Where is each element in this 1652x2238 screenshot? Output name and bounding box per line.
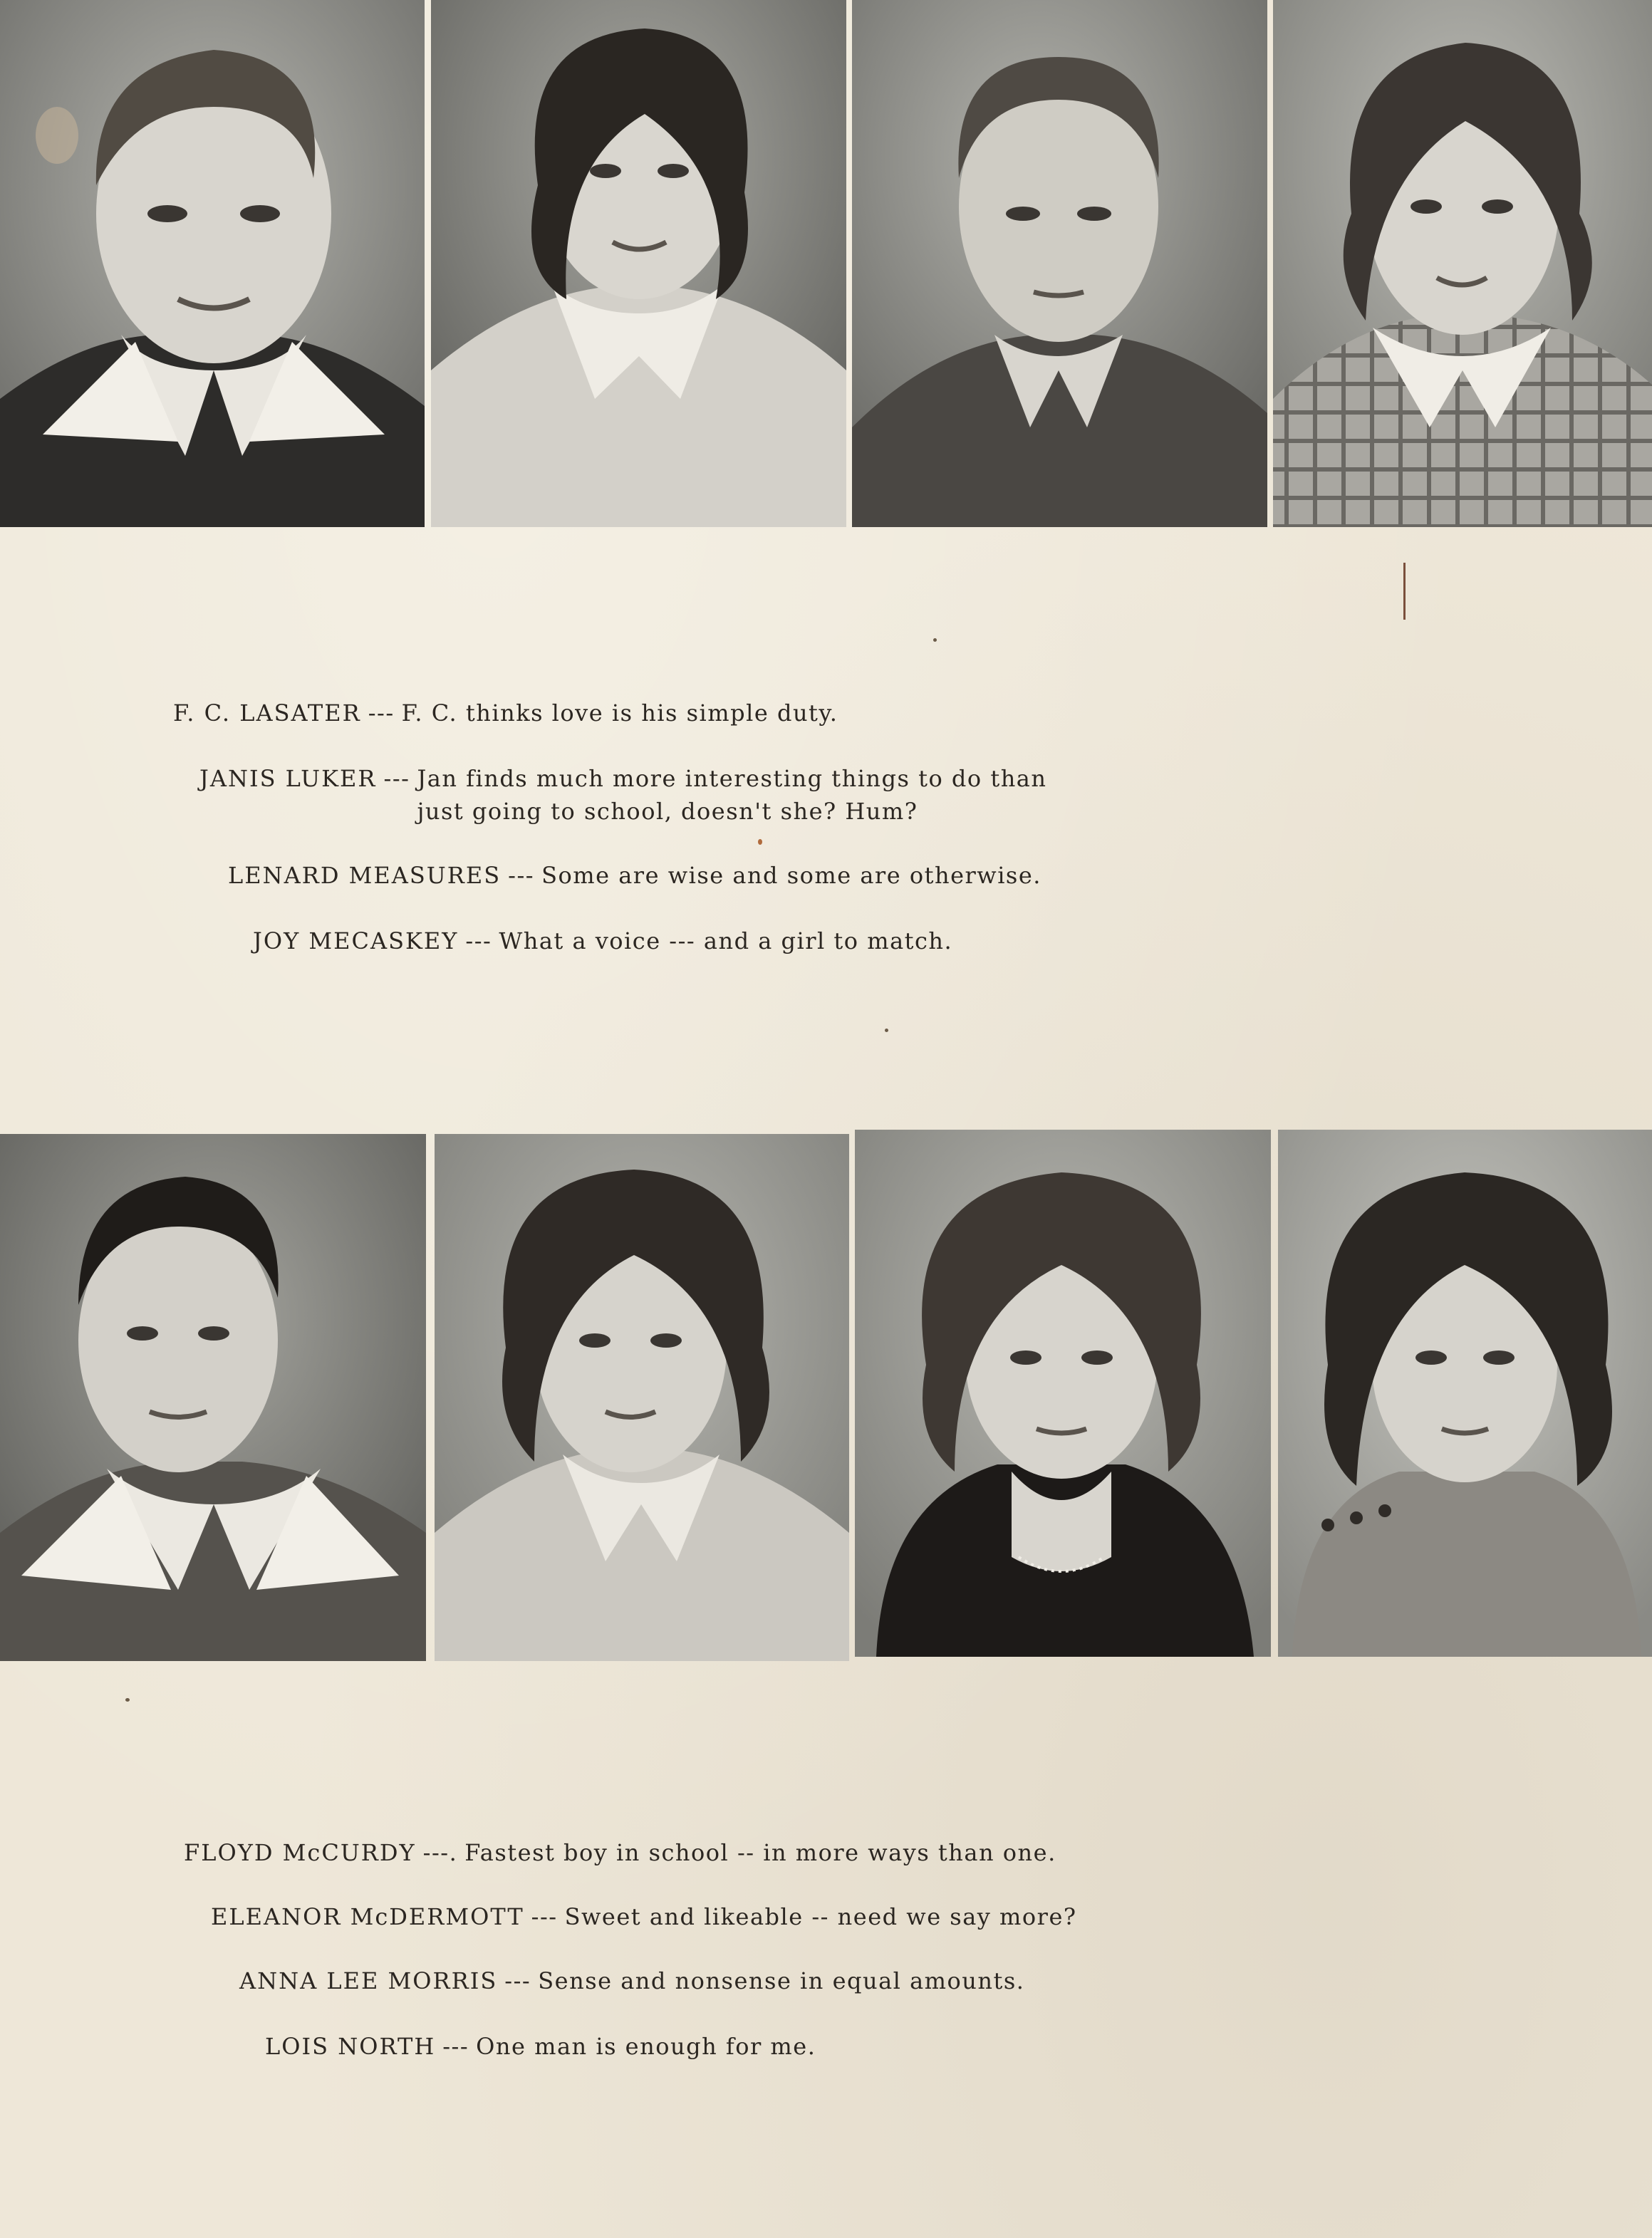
- student-name: LOIS NORTH: [265, 2033, 436, 2060]
- student-photo-lasater: [0, 0, 425, 527]
- caption-separator: ---: [531, 1903, 558, 1930]
- student-name: LENARD MEASURES: [228, 862, 502, 889]
- student-photo-luker: [431, 0, 846, 527]
- student-photo-mcdermott: [435, 1134, 849, 1661]
- student-photo-measures: [852, 0, 1267, 527]
- student-quote: Jan finds much more interesting things to do than just going to school, doesn't she? Hum?: [417, 765, 1047, 825]
- caption-separator: ---: [368, 699, 395, 727]
- caption-separator: ---: [504, 1967, 531, 1994]
- caption-separator: ---: [442, 2033, 469, 2060]
- caption-luker: [199, 762, 1046, 828]
- paper-mark: [1403, 563, 1406, 620]
- caption-mcdermott: [211, 1900, 1077, 1933]
- paper-speck: [758, 839, 762, 845]
- student-name: ANNA LEE MORRIS: [239, 1967, 498, 1994]
- student-quote: Sweet and likeable -- need we say more?: [564, 1903, 1077, 1930]
- caption-mccurdy: [184, 1836, 1056, 1869]
- student-photo-morris: [855, 1130, 1271, 1657]
- student-name: JOY MECASKEY: [253, 927, 459, 954]
- paper-speck: [933, 638, 937, 642]
- student-quote: What a voice --- and a girl to match.: [499, 927, 953, 954]
- caption-separator: ---: [465, 927, 492, 954]
- student-photo-north: [1278, 1130, 1652, 1657]
- student-name: F. C. LASATER: [173, 699, 361, 727]
- caption-north: [265, 2030, 816, 2063]
- caption-separator: ---: [383, 765, 410, 792]
- student-name: JANIS LUKER: [199, 765, 377, 792]
- paper-speck: [885, 1029, 888, 1032]
- student-quote: Fastest boy in school -- in more ways than one.: [464, 1839, 1056, 1866]
- caption-morris: [239, 1964, 1024, 1997]
- student-quote: One man is enough for me.: [476, 2033, 816, 2060]
- caption-measures: [228, 859, 1041, 892]
- paper-speck: [125, 1698, 130, 1702]
- student-quote: F. C. thinks love is his simple duty.: [401, 699, 838, 727]
- student-quote: Some are wise and some are otherwise.: [541, 862, 1041, 889]
- caption-separator: ---: [508, 862, 535, 889]
- student-name: ELEANOR McDERMOTT: [211, 1903, 524, 1930]
- student-photo-mecaskey: [1273, 0, 1652, 527]
- student-photo-mccurdy: [0, 1134, 426, 1661]
- caption-lasater: [173, 697, 838, 729]
- caption-mecaskey: [253, 925, 952, 957]
- student-quote: Sense and nonsense in equal amounts.: [538, 1967, 1025, 1994]
- caption-separator: ---.: [422, 1839, 458, 1866]
- student-name: FLOYD McCURDY: [184, 1839, 416, 1866]
